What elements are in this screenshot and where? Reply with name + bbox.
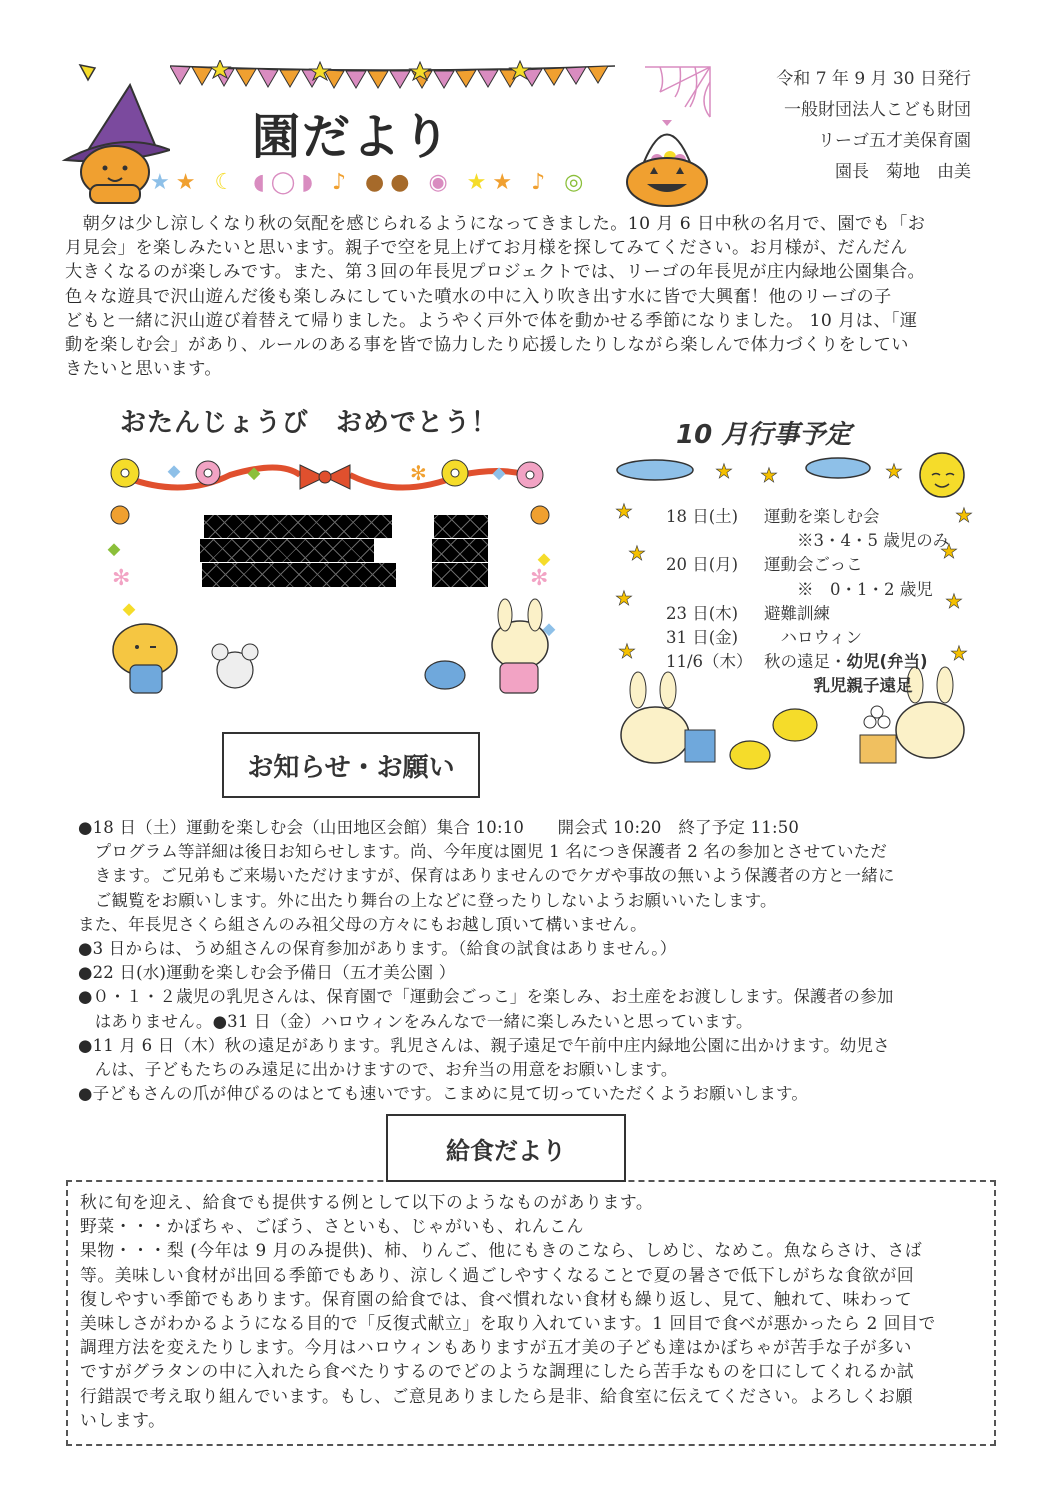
redacted-name	[200, 539, 374, 562]
event-row: ※ 0・1・2 歳児	[764, 579, 933, 599]
redacted-date	[432, 563, 488, 587]
redacted-name	[204, 515, 392, 538]
notice-line: ●3 日からは、うめ組さんの保育参加があります。（給食の試食はありません。）	[78, 939, 677, 959]
intro-line: 月見会」を楽しみたいと思います。親子で空を見上げてお月様を探してみてください。お月様が、だんだん	[65, 238, 908, 259]
events-list	[666, 505, 949, 699]
event-row: 20 日(月) 運動会ごっこ	[666, 555, 863, 575]
redacted-date	[432, 539, 488, 562]
event-row: 31 日(金) ハロウィン	[666, 628, 863, 648]
svg-text:★: ★	[760, 463, 778, 487]
svg-text:★: ★	[715, 459, 733, 483]
notice-line: プログラム等詳細は後日お知らせします。尚、今年度は園児 1 名につき保護者 2 名の参加とさせていただ	[78, 842, 888, 862]
redacted-name	[202, 563, 396, 587]
bunting-decoration	[170, 60, 615, 90]
sweets-decoration-row: ★★ ☾ ◖◯◗ ♪ ●● ◉ ★★ ♪ ◎	[150, 170, 590, 195]
intro-paragraph	[65, 212, 997, 381]
jack-o-lantern-basket-icon	[622, 112, 712, 207]
notice-line: ●18 日（土）運動を楽しむ会（山田地区会館）集合 10:10 開会式 10:20 終了予定 11:50	[78, 818, 800, 837]
newsletter-title: 園だより	[252, 109, 453, 165]
notice-line: ●子どもさんの爪が伸びるのはとても速いです。こまめに見て切っていただくようお願いします。	[78, 1084, 809, 1104]
lunch-line: 調理方法を変えたりします。今月はハロウィンもありますが五才美の子ども達はかぼちゃが苦手な子が多い	[80, 1337, 912, 1358]
event-row: 乳児親子遠足	[764, 676, 913, 696]
notice-line: また、年長児さくら組さんのみ祖父母の方々にもお越し頂いて構いません。	[78, 914, 647, 934]
notice-line: ●11 月 6 日（木）秋の遠足があります。乳児さんは、親子遠足で午前中庄内緑地公園に出かけます。幼児さ	[78, 1035, 890, 1055]
lunch-line: 美味しさがわかるようになる目的で「反復式献立」を取り入れています。1 回目で食べが悪かったら 2 回目で	[80, 1313, 936, 1334]
lunch-line: いします。	[80, 1409, 166, 1430]
notices-heading: お知らせ・お願い	[222, 732, 480, 798]
intro-line: 動を楽しむ会」があり、ルールのある事を皆で協力したり応援したりしながら楽しんで体力づくりをしてい	[65, 335, 909, 356]
event-row: 23 日(木) 避難訓練	[666, 603, 830, 623]
lunch-line: ですがグラタンの中に入れたら食べたりするのでどのような調理にしたら苦手なものを口にしてくれるか試	[80, 1361, 915, 1382]
issue-date: 令和 7 年 9 月 30 日発行	[776, 69, 971, 89]
lunch-line: 果物・・・梨 (今年は 9 月のみ提供)、柿、りんご、他にもきのこなら、しめじ、なめこ。魚ならさけ、さば	[80, 1240, 923, 1261]
notice-line: んは、子どもたちのみ遠足に出かけますので、お弁当の用意をお願いします。	[78, 1060, 678, 1080]
notice-line: ●０・１・２歳児の乳児さんは、保育園で「運動会ごっこ」を楽しみ、お土産をお渡しします。保護者の参加	[78, 987, 894, 1007]
svg-text:★: ★	[955, 503, 973, 527]
svg-text:★: ★	[628, 541, 646, 565]
svg-text:★: ★	[885, 459, 903, 483]
redacted-date	[434, 515, 488, 538]
svg-text:★: ★	[950, 641, 968, 665]
lunch-line: 秋に旬を迎え、給食でも提供する例として以下のようなものがあります。	[80, 1192, 654, 1212]
intro-line: 大きくなるのが楽しみです。また、第３回の年長児プロジェクトでは、リーゴの年長児が庄内緑地公園集合。	[65, 262, 926, 283]
event-row: 18 日(土) 運動を楽しむ会	[666, 507, 880, 526]
intro-line: どもと一緒に沢山遊び着替えて帰りました。ようやく戸外で体を動かせる季節になりました。 10 月は、「運	[65, 310, 918, 331]
director-name: 園長 菊地 由美	[835, 162, 971, 182]
notice-line: ●22 日(水)運動を楽しむ会予備日（五才美公園 ）	[78, 963, 456, 983]
svg-text:★: ★	[618, 639, 636, 663]
notice-line: ご観覧をお願いします。外に出たり舞台の上などに登ったりしないようお願いいたします。	[78, 890, 777, 910]
newsletter-header	[0, 0, 1059, 210]
svg-text:★: ★	[615, 499, 633, 523]
lunch-line: 行錯誤で考え取り組んでいます。もし、ご意見ありましたら是非、給食室に伝えてください。よろしくお願	[80, 1385, 913, 1406]
notices-list	[78, 816, 988, 1106]
lunch-heading: 給食だより	[386, 1114, 626, 1182]
lunch-line: 等。美味しい食材が出回る季節でもあり、涼しく過ごしやすくなることで夏の暑さで低下しがちな食欲が回	[80, 1264, 915, 1285]
intro-line: 色々な遊具で沢山遊んだ後も楽しみにしていた噴水の中に入り吹き出す水に皆で大興奮！他のリーゴの子	[65, 286, 892, 307]
svg-text:★: ★	[940, 539, 958, 563]
issuer-info	[776, 64, 971, 188]
svg-text:★: ★	[945, 589, 963, 613]
svg-text:✻: ✻	[410, 461, 427, 485]
event-row: 11/6（木） 秋の遠足・幼児(弁当)	[666, 652, 928, 672]
svg-text:✻: ✻	[112, 566, 131, 591]
svg-text:★: ★	[615, 586, 633, 610]
event-row: ※3・4・5 歳児のみ	[764, 531, 950, 551]
nursery-name: リーゴ五才美保育園	[818, 131, 971, 151]
lunch-line: 復しやすい季節でもあります。保育園の給食では、食べ慣れない食材も繰り返し、見て、触れて、味わって	[80, 1288, 913, 1309]
birthday-title: おたんじょうび おめでとう！	[120, 408, 499, 438]
intro-line: 朝夕は少し涼しくなり秋の気配を感じられるようになってきました。10 月 6 日中秋の名月で、園でも「お	[65, 214, 926, 234]
svg-text:✻: ✻	[530, 566, 549, 591]
intro-line: きたいと思います。	[65, 359, 222, 380]
lunch-paragraph	[80, 1190, 982, 1432]
organization-name: 一般財団法人こども財団	[784, 100, 971, 120]
lunch-line: 野菜・・・かぼちゃ、ごぼう、さといも、じゃがいも、れんこん	[80, 1216, 585, 1237]
notice-line: きます。ご兄弟もご来場いただけますが、保育はありませんのでケガや事故の無いよう保護者の方と一緒に	[78, 866, 895, 886]
birthday-frame	[100, 455, 560, 695]
events-title: 10 月行事予定	[676, 420, 852, 450]
notice-line: はありません。●31 日（金）ハロウィンをみんなで一緒に楽しみたいと思っています。	[78, 1011, 753, 1031]
